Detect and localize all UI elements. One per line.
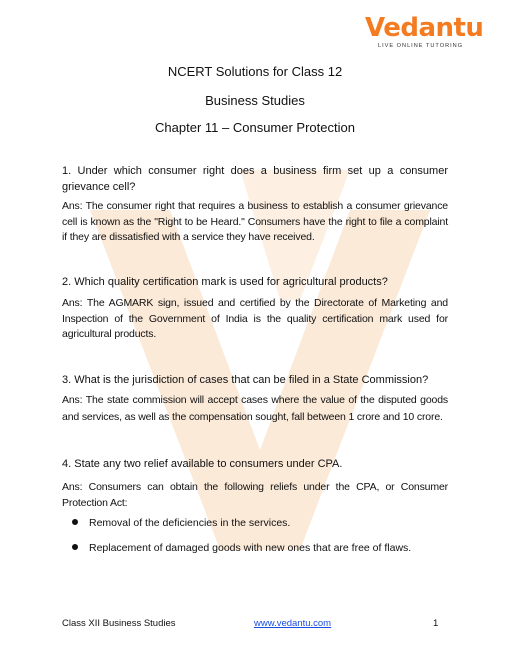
answer-2: Ans: The AGMARK sign, issued and certified by the Directorate of Marketing and Inspection of the Government of India is the quality certification mark used for agricultural products. <box>62 297 448 340</box>
list-item <box>72 541 452 556</box>
question-3: 3. What is the jurisdiction of cases that can be filed in a State Commission? <box>62 374 429 386</box>
bullet-text: Replacement of damaged goods with new ones that are free of flaws. <box>89 542 412 554</box>
document-subject: Business Studies <box>205 93 305 108</box>
question-4: 4. State any two relief available to consumers under CPA. <box>62 458 343 470</box>
logo-wordmark: Vedantu <box>365 13 484 43</box>
answer-4: Ans: Consumers can obtain the following reliefs under the CPA, or Consumer Protection Act: <box>62 481 448 509</box>
footer-website-link[interactable]: www.vedantu.com <box>254 618 332 629</box>
bullet-icon <box>72 544 78 550</box>
logo-tagline: LIVE ONLINE TUTORING <box>378 43 464 49</box>
answer-3: Ans: The state commission will accept cases where the value of the disputed goods and services, as well as the compensation sought, fall between 1 crore and 10 crore. <box>62 394 448 423</box>
bullet-icon <box>72 519 78 525</box>
answer-1: Ans: The consumer right that requires a business to establish a consumer grievance cell is known as the "Right to be Heard." Consumers have the right to file a complaint if they are dissatisfied with a service they have received. <box>62 200 448 243</box>
question-1: 1. Under which consumer right does a business firm set up a consumer grievance cell? <box>62 165 448 193</box>
document-title: NCERT Solutions for Class 12 <box>167 64 343 79</box>
list-item <box>72 516 452 531</box>
bullet-text: Removal of the deficiencies in the services. <box>89 517 291 529</box>
question-2: 2. Which quality certification mark is used for agricultural products? <box>62 276 388 288</box>
footer-left-text: Class XII Business Studies <box>62 618 176 629</box>
page-number: 1 <box>433 618 439 629</box>
chapter-title: Chapter 11 – Consumer Protection <box>155 120 355 135</box>
vedantu-logo[interactable] <box>365 13 484 56</box>
